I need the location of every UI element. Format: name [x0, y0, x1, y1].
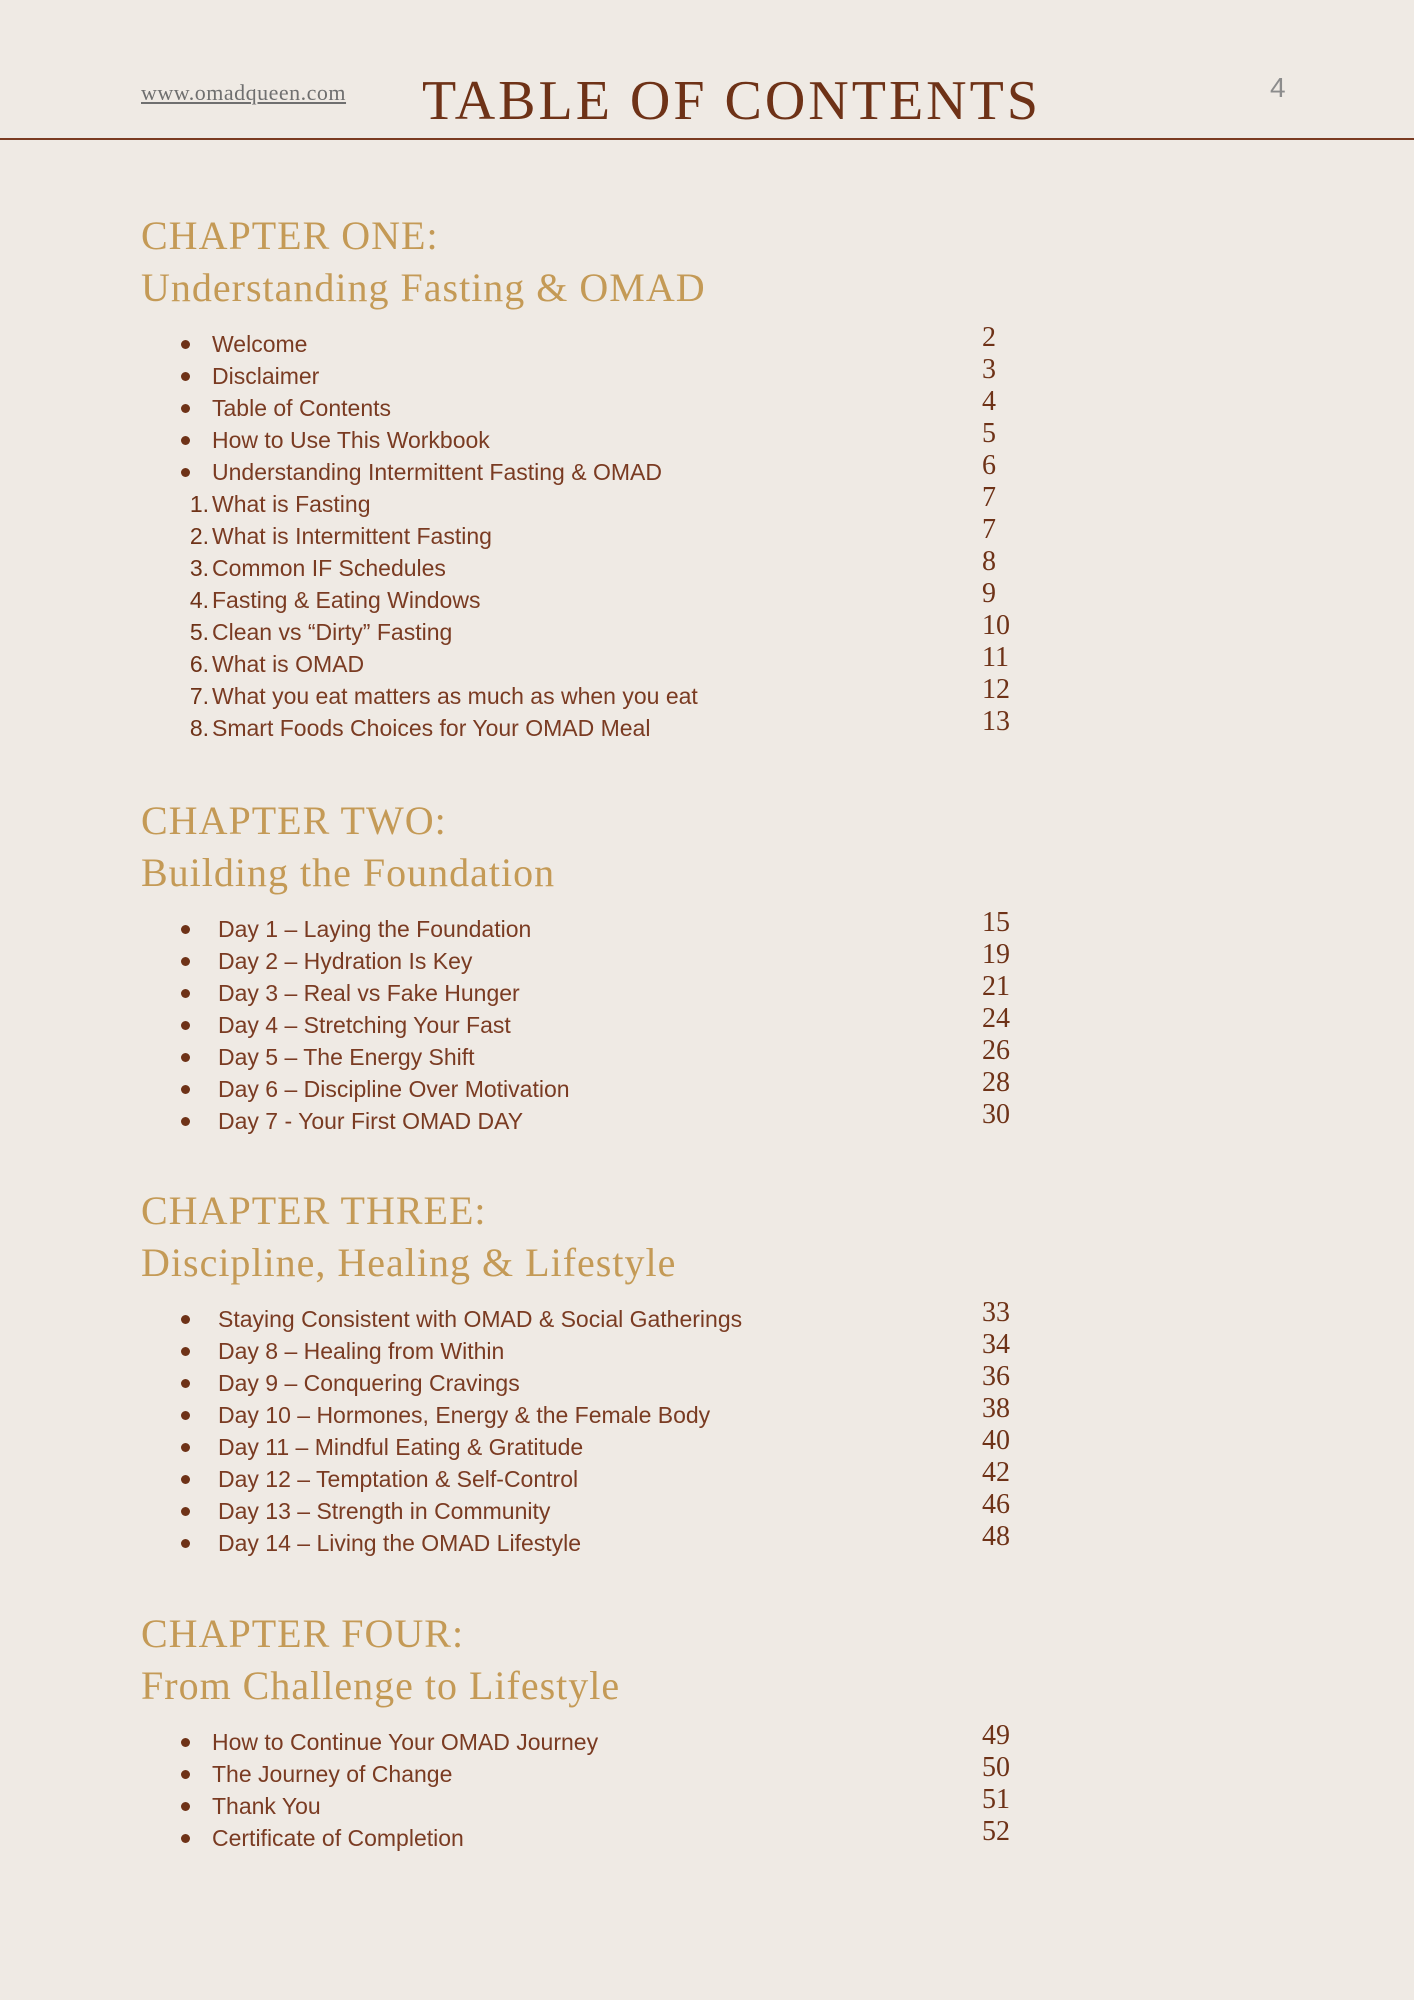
entry-page-number: 3 — [982, 354, 996, 385]
entry-label: Day 5 – The Energy Shift — [218, 1044, 475, 1070]
toc-entry[interactable] — [141, 482, 1021, 520]
bullet-icon — [181, 1738, 190, 1747]
entry-number: 2. — [189, 523, 209, 549]
page-title: TABLE OF CONTENTS — [422, 70, 1041, 132]
bullet-icon — [181, 1834, 190, 1843]
bullet-icon — [181, 372, 190, 381]
toc-entry[interactable] — [141, 546, 1021, 584]
entry-page-number: 34 — [982, 1329, 1010, 1360]
toc-entry[interactable] — [141, 1361, 1021, 1399]
entry-label: Day 10 – Hormones, Energy & the Female Body — [218, 1402, 711, 1428]
entry-label: Welcome — [212, 331, 308, 357]
entry-label: Staying Consistent with OMAD & Social Gatherings — [218, 1306, 743, 1332]
entry-label: What is OMAD — [212, 651, 365, 677]
toc-entry[interactable] — [141, 578, 1021, 616]
bullet-icon — [181, 1315, 190, 1324]
entry-number: 8. — [189, 715, 209, 741]
entry-page-number: 46 — [982, 1489, 1010, 1520]
toc-entry[interactable] — [141, 706, 1021, 744]
entry-page-number: 52 — [982, 1816, 1010, 1847]
entry-page-number: 6 — [982, 450, 996, 481]
toc-entry[interactable] — [141, 450, 1021, 488]
entry-label: Day 7 - Your First OMAD DAY — [218, 1108, 524, 1134]
entry-label: Day 14 – Living the OMAD Lifestyle — [218, 1530, 582, 1556]
bullet-icon — [181, 1475, 190, 1484]
bullet-icon — [181, 468, 190, 477]
chapter-4 — [141, 1608, 1021, 1854]
toc-entry[interactable] — [141, 907, 1021, 945]
bullet-icon — [181, 1021, 190, 1030]
toc-entry[interactable] — [141, 386, 1021, 424]
toc-entry[interactable] — [141, 1816, 1021, 1854]
chapter-title: CHAPTER FOUR: — [141, 1611, 465, 1656]
entry-page-number: 48 — [982, 1521, 1010, 1552]
entry-label: Day 12 – Temptation & Self-Control — [218, 1466, 579, 1492]
bullet-icon — [181, 436, 190, 445]
bullet-icon — [181, 1117, 190, 1126]
toc-entry[interactable] — [141, 1035, 1021, 1073]
toc-entry[interactable] — [141, 1393, 1021, 1431]
toc-entry[interactable] — [141, 1003, 1021, 1041]
toc-entry[interactable] — [141, 1297, 1021, 1335]
bullet-icon — [181, 404, 190, 413]
entry-page-number: 24 — [982, 1003, 1010, 1034]
entry-page-number: 12 — [982, 674, 1010, 705]
toc-entry[interactable] — [141, 1521, 1021, 1559]
chapter-title: CHAPTER THREE: — [141, 1188, 487, 1233]
entry-label: What is Fasting — [212, 491, 371, 517]
entry-number: 7. — [189, 683, 209, 709]
bullet-icon — [181, 1507, 190, 1516]
bullet-icon — [181, 1379, 190, 1388]
bullet-icon — [181, 340, 190, 349]
entry-page-number: 8 — [982, 546, 996, 577]
entry-label: Thank You — [212, 1793, 321, 1819]
entry-page-number: 9 — [982, 578, 996, 609]
toc-entry[interactable] — [141, 322, 1021, 360]
chapter-subtitle: Building the Foundation — [141, 850, 556, 895]
entry-label: Day 13 – Strength in Community — [218, 1498, 551, 1524]
entry-label: How to Continue Your OMAD Journey — [212, 1729, 599, 1755]
bullet-icon — [181, 1085, 190, 1094]
entry-page-number: 5 — [982, 418, 996, 449]
bullet-icon — [181, 1802, 190, 1811]
toc-entry[interactable] — [141, 354, 1021, 392]
toc-entry[interactable] — [141, 1489, 1021, 1527]
entry-page-number: 40 — [982, 1425, 1010, 1456]
bullet-icon — [181, 1053, 190, 1062]
entry-label: Day 1 – Laying the Foundation — [218, 916, 532, 942]
entry-page-number: 38 — [982, 1393, 1010, 1424]
entry-page-number: 50 — [982, 1752, 1010, 1783]
entry-label: Day 9 – Conquering Cravings — [218, 1370, 520, 1396]
entry-number: 6. — [189, 651, 209, 677]
entry-label: What is Intermittent Fasting — [212, 523, 492, 549]
entry-page-number: 7 — [982, 482, 996, 513]
entry-label: Day 3 – Real vs Fake Hunger — [218, 980, 520, 1006]
entry-label: How to Use This Workbook — [212, 427, 490, 453]
toc-entry[interactable] — [141, 674, 1021, 712]
chapter-subtitle: Discipline, Healing & Lifestyle — [141, 1240, 677, 1285]
entry-page-number: 36 — [982, 1361, 1010, 1392]
entry-page-number: 26 — [982, 1035, 1010, 1066]
toc-entry[interactable] — [141, 939, 1021, 977]
toc-entry[interactable] — [141, 1425, 1021, 1463]
toc-entry[interactable] — [141, 1752, 1021, 1790]
entry-page-number: 49 — [982, 1720, 1010, 1751]
entry-page-number: 7 — [982, 514, 996, 545]
bullet-icon — [181, 1347, 190, 1356]
entry-label: Fasting & Eating Windows — [212, 587, 481, 613]
entry-page-number: 42 — [982, 1457, 1010, 1488]
entry-label: Disclaimer — [212, 363, 320, 389]
toc-entry[interactable] — [141, 642, 1021, 680]
toc-entry[interactable] — [141, 610, 1021, 648]
entry-label: Day 11 – Mindful Eating & Gratitude — [218, 1434, 584, 1460]
entry-page-number: 10 — [982, 610, 1010, 641]
toc-entry[interactable] — [141, 1067, 1021, 1105]
chapter-1 — [141, 210, 1021, 744]
entry-page-number: 21 — [982, 971, 1010, 1002]
entry-page-number: 28 — [982, 1067, 1010, 1098]
toc-entry[interactable] — [141, 1784, 1021, 1822]
toc-entry[interactable] — [141, 1099, 1021, 1137]
bullet-icon — [181, 1443, 190, 1452]
entry-number: 3. — [189, 555, 209, 581]
toc-entry[interactable] — [141, 1720, 1021, 1758]
entry-page-number: 51 — [982, 1784, 1010, 1815]
chapter-subtitle: Understanding Fasting & OMAD — [141, 265, 706, 310]
chapter-2 — [141, 795, 1021, 1137]
entry-page-number: 15 — [982, 907, 1010, 938]
entry-page-number: 13 — [982, 706, 1010, 737]
entry-label: Smart Foods Choices for Your OMAD Meal — [212, 715, 651, 741]
toc-entry[interactable] — [141, 418, 1021, 456]
entry-number: 5. — [189, 619, 209, 645]
entry-label: Day 4 – Stretching Your Fast — [218, 1012, 511, 1038]
entry-page-number: 30 — [982, 1099, 1010, 1130]
chapter-title: CHAPTER TWO: — [141, 798, 447, 843]
entry-number: 1. — [189, 491, 209, 517]
chapter-3 — [141, 1185, 1021, 1559]
entry-page-number: 11 — [982, 642, 1009, 673]
bullet-icon — [181, 1539, 190, 1548]
entry-page-number: 19 — [982, 939, 1010, 970]
toc-entry[interactable] — [141, 1457, 1021, 1495]
chapter-title: CHAPTER ONE: — [141, 213, 439, 258]
entry-label: Table of Contents — [212, 395, 392, 421]
entry-label: Certificate of Completion — [212, 1825, 464, 1851]
page-number: 4 — [1270, 72, 1286, 103]
bullet-icon — [181, 1411, 190, 1420]
entry-label: Common IF Schedules — [212, 555, 446, 581]
entry-page-number: 4 — [982, 386, 996, 417]
bullet-icon — [181, 1770, 190, 1779]
entry-label: What you eat matters as much as when you eat — [212, 683, 698, 709]
toc-entry[interactable] — [141, 514, 1021, 552]
bullet-icon — [181, 925, 190, 934]
entry-label: Day 8 – Healing from Within — [218, 1338, 505, 1364]
entry-label: Understanding Intermittent Fasting & OMAD — [212, 459, 662, 485]
entry-label: Clean vs “Dirty” Fasting — [212, 619, 453, 645]
entry-label: The Journey of Change — [212, 1761, 453, 1787]
bullet-icon — [181, 989, 190, 998]
entry-page-number: 2 — [982, 322, 996, 353]
entry-page-number: 33 — [982, 1297, 1010, 1328]
toc-entry[interactable] — [141, 1329, 1021, 1367]
entry-label: Day 6 – Discipline Over Motivation — [218, 1076, 570, 1102]
website-link[interactable]: www.omadqueen.com — [141, 80, 347, 105]
header-divider — [0, 138, 1414, 140]
chapter-subtitle: From Challenge to Lifestyle — [141, 1663, 621, 1708]
bullet-icon — [181, 957, 190, 966]
entry-label: Day 2 – Hydration Is Key — [218, 948, 473, 974]
entry-number: 4. — [189, 587, 209, 613]
toc-entry[interactable] — [141, 971, 1021, 1009]
